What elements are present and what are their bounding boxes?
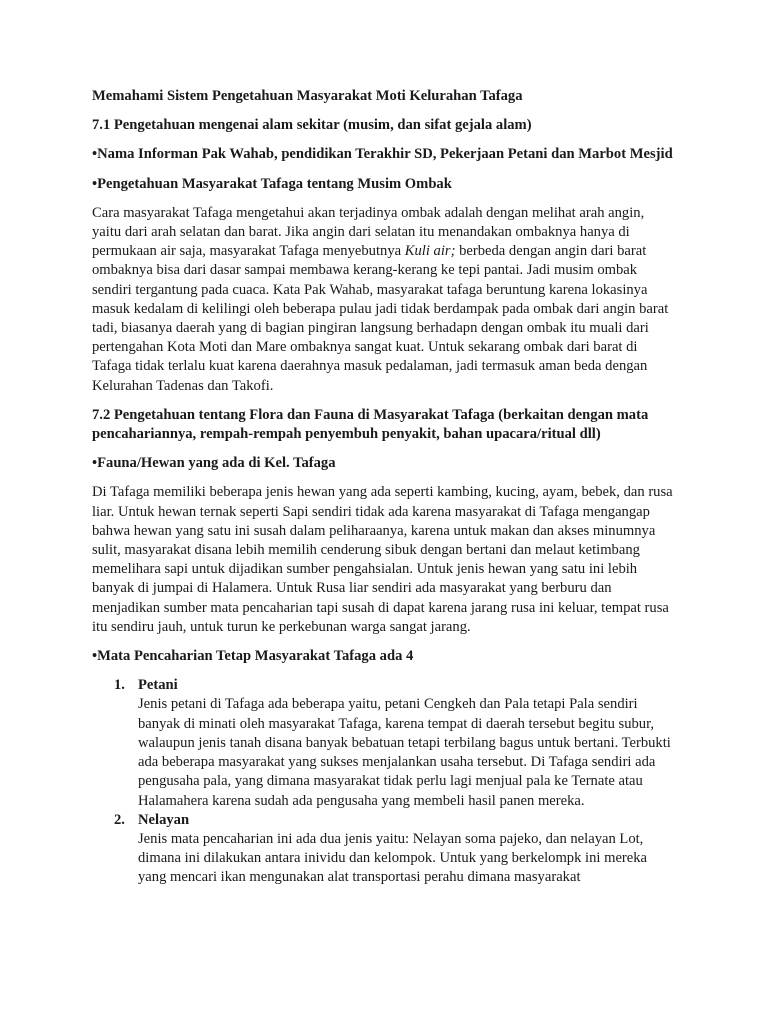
list-item-text: Jenis petani di Tafaga ada beberapa yaitu, petani Cengkeh dan Pala tetapi Pala sendiri banyak di minati oleh masyarakat Tafaga, karena tempat di daerah tersebut begitu subur, walaupun jenis tanah disana banyak bebatuan tetapi terbilang bagus untuk bertani. Terbukti ada beberapa masyarakat yang sukses menjalankan usaha tersebut. Di Tafaga sendiri ada pengusaha pala, yang dimana masyarakat tidak perlu lagi menjual pala ke Ternate atau Halamahera karena sudah ada pengusaha yang membeli hasil panen mereka. [138,696,671,809]
list-item-title: Nelayan [138,811,190,828]
kuli-air-term: Kuli air; [404,243,456,260]
informant-heading: •Nama Informan Pak Wahab, pendidikan Terakhir SD, Pekerjaan Petani dan Marbot Mesjid [92,146,673,163]
section-7-1-heading: 7.1 Pengetahuan mengenai alam sekitar (musim, dan sifat gejala alam) [92,117,532,134]
mata-pencaharian-list [92,676,676,887]
list-item-number: 1. [114,677,125,694]
musim-paragraph-part-a: Cara masyarakat Tafaga mengetahui akan terjadinya ombak adalah dengan melihat arah angin, yaitu dari arah selatan dan barat. Jika angin dari selatan itu menandakan ombaknya hanya di permukaan air saja, masyarakat Tafaga menyebutnya [92,204,645,260]
list-item-text: Jenis mata pencaharian ini ada dua jenis yaitu: Nelayan soma pajeko, dan nelayan Lot, dimana ini dilakukan antara inividu dan kelompok. Untuk yang berkelompk ini mereka yang mencari ikan mengunakan alat transportasi perahu dimana masyarakat [138,830,648,886]
list-item-title: Petani [138,677,178,694]
musim-ombak-paragraph [92,204,676,396]
section-7-2-heading: 7.2 Pengetahuan tentang Flora dan Fauna di Masyarakat Tafaga (berkaitan dengan mata pencahariannya, rempah-rempah penyembuh penyakit, bahan upacara/ritual dll) [92,406,649,443]
musim-ombak-heading: •Pengetahuan Masyarakat Tafaga tentang Musim Ombak [92,175,452,192]
list-item [114,676,676,810]
fauna-heading: •Fauna/Hewan yang ada di Kel. Tafaga [92,455,336,472]
musim-paragraph-part-b: berbeda dengan angin dari barat ombaknya bisa dari dasar sampai membawa kerang-kerang ke tepi pantai. Jadi musim ombak sendiri tergantung pada cuaca. Kata Pak Wahab, masyarakat tafaga beruntung karena lokasinya masuk kedalam di kelilingi oleh beberapa pulau jadi tidak berdampak pada ombak dari angin barat tadi, biasanya daerah yang di bagian pingiran langsung berhadapn dengan ombak itu muali dari pertengahan Kota Moti dan Mare ombaknya sangat kuat. Untuk sekarang ombak dari barat di Tafaga tidak terlalu kuat karena daerahnya masuk pedalaman, jadi termasuk aman beda dengan Kelurahan Tadenas dan Takofi. [92,243,669,394]
list-item [114,811,676,888]
list-item-number: 2. [114,811,125,828]
document-title: Memahami Sistem Pengetahuan Masyarakat Moti Kelurahan Tafaga [92,88,523,104]
fauna-paragraph: Di Tafaga memiliki beberapa jenis hewan yang ada seperti kambing, kucing, ayam, bebek, dan rusa liar. Untuk hewan ternak seperti Sapi sendiri tidak ada karena masyarakat di Tafaga mengangap bahwa hewan yang satu ini susah dalam peliharaanya, karena untuk makan dan akses minumnya sulit, masyarakat disana lebih memilih cenderung sibuk dengan bertani dan melaut ketimbang memelihara sapi untuk dijadikan sumber pengahsialan. Untuk jenis hewan yang satu ini lebih banyak di jumpai di Halamera. Untuk Rusa liar sendiri ada masyarakat yang berburu dan menjadikan sumber mata pencaharian tapi susah di dapat karena jarang rusa ini keluar, tempat rusa itu sendiru jauh, untuk turun ke perkebunan warga sangat jarang. [92,484,673,635]
mata-pencaharian-heading: •Mata Pencaharian Tetap Masyarakat Tafaga ada 4 [92,648,414,665]
